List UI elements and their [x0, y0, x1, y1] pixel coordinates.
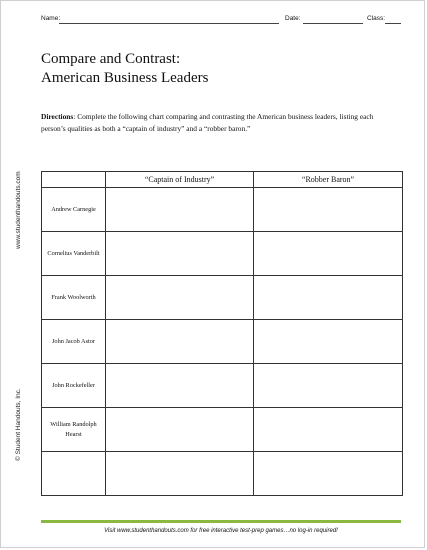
leader-name: William Randolph Hearst	[42, 408, 106, 452]
table-row	[42, 276, 403, 320]
directions-body: : Complete the following chart comparing and contrasting the American business leaders, listing each person’s qualities as both a “captain of industry” and a “robber baron.”	[41, 112, 374, 133]
page-title	[41, 50, 208, 88]
captain-cell[interactable]	[106, 408, 254, 452]
captain-cell[interactable]	[106, 188, 254, 232]
header-cell-blank	[42, 172, 106, 188]
footer-text: Visit www.studenthandouts.com for free interactive test-prep games…no log-in required!	[104, 528, 338, 534]
table-row	[42, 364, 403, 408]
name-field-line[interactable]	[59, 23, 279, 24]
robber-cell[interactable]	[254, 364, 403, 408]
leader-name[interactable]	[42, 452, 106, 496]
header-cell-captain-of-industry: “Captain of Industry”	[106, 172, 254, 188]
footer-rule	[41, 520, 401, 523]
robber-cell[interactable]	[254, 232, 403, 276]
directions-label: Directions	[41, 112, 74, 121]
date-field-line[interactable]	[303, 23, 363, 24]
directions-text	[41, 111, 391, 134]
sidebar-copyright-text: © Student Handouts, Inc.	[15, 388, 22, 461]
sidebar-website-text: www.studenthandouts.com	[15, 171, 22, 249]
header-cell-robber-baron: “Robber Baron”	[254, 172, 403, 188]
chart-header-row	[42, 172, 403, 188]
table-row	[42, 320, 403, 364]
robber-cell[interactable]	[254, 408, 403, 452]
captain-cell[interactable]	[106, 276, 254, 320]
leader-name: Andrew Carnegie	[42, 188, 106, 232]
leader-name: John Rockefeller	[42, 364, 106, 408]
captain-cell[interactable]	[106, 320, 254, 364]
robber-cell[interactable]	[254, 320, 403, 364]
class-field-line[interactable]	[385, 23, 401, 24]
date-label: Date:	[285, 15, 301, 22]
table-row	[42, 188, 403, 232]
leader-name: John Jacob Astor	[42, 320, 106, 364]
robber-cell[interactable]	[254, 452, 403, 496]
name-label: Name:	[41, 15, 61, 22]
header-fields	[41, 15, 401, 27]
comparison-chart	[41, 171, 403, 496]
table-row	[42, 232, 403, 276]
class-label: Class:	[367, 15, 386, 22]
title-line-1: Compare and Contrast:	[41, 51, 181, 67]
table-row	[42, 408, 403, 452]
captain-cell[interactable]	[106, 452, 254, 496]
robber-cell[interactable]	[254, 276, 403, 320]
captain-cell[interactable]	[106, 232, 254, 276]
captain-cell[interactable]	[106, 364, 254, 408]
leader-name: Frank Woolworth	[42, 276, 106, 320]
title-line-2: American Business Leaders	[41, 70, 209, 86]
leader-name: Cornelius Vanderbilt	[42, 232, 106, 276]
table-row	[42, 452, 403, 496]
robber-cell[interactable]	[254, 188, 403, 232]
